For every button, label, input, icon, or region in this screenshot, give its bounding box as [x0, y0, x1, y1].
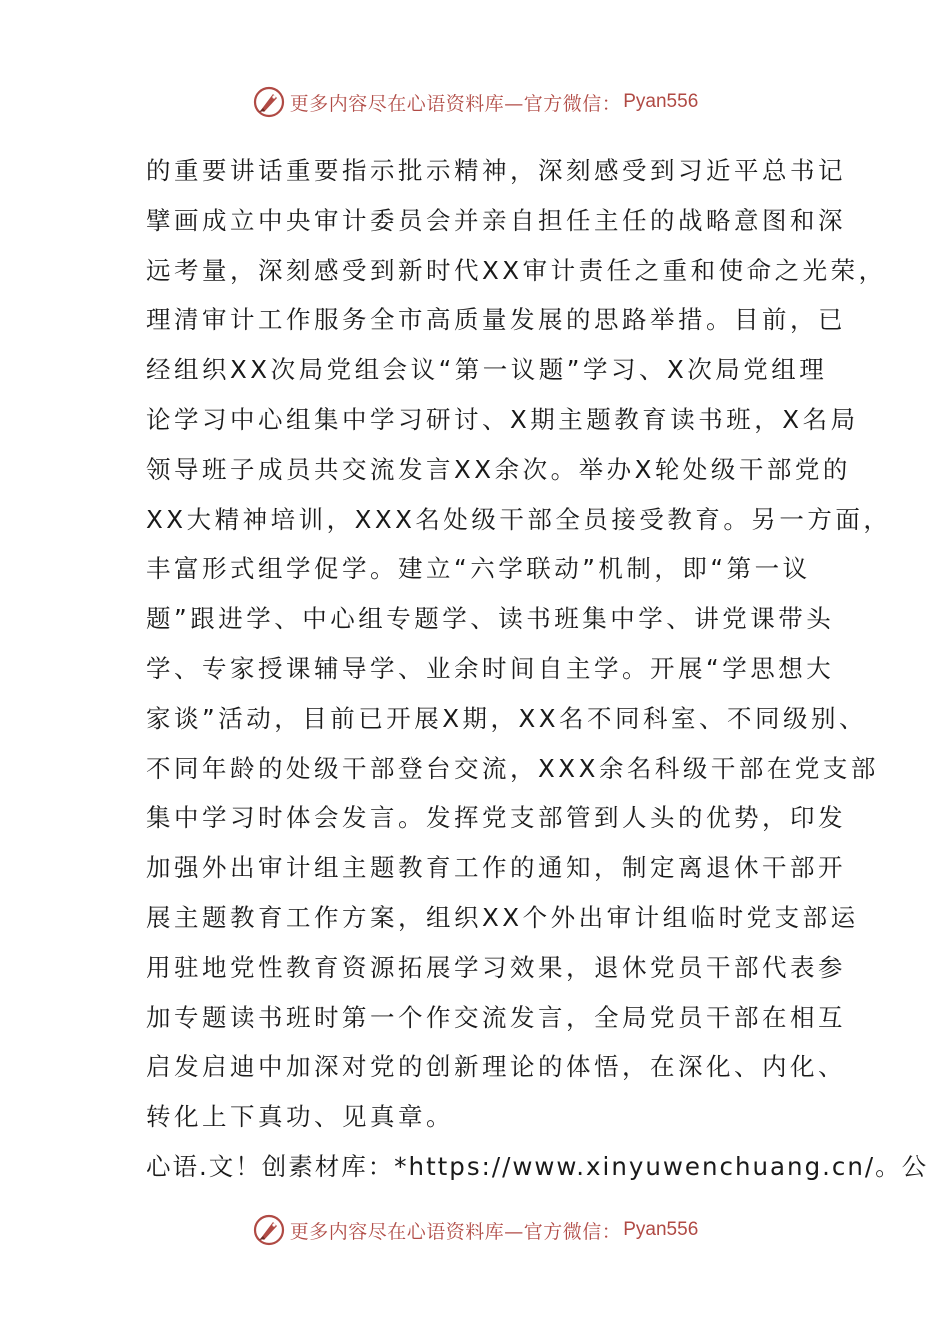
- text-line: 论学习中心组集中学习研讨、X期主题教育读书班，X名局: [146, 404, 859, 434]
- text-line: 题”跟进学、中心组专题学、读书班集中学、讲党课带头: [146, 604, 835, 634]
- text-line: 展主题教育工作方案，组织XX个外出审计组临时党支部运: [146, 902, 859, 932]
- text-line: 启发启迪中加深对党的创新理论的体悟，在深化、内化、: [146, 1052, 846, 1082]
- text-line: 加强外出审计组主题教育工作的通知，制定离退休干部开: [146, 853, 846, 883]
- pen-nib-logo-icon: [252, 1213, 286, 1247]
- document-body: [146, 146, 929, 1192]
- source-link-line: 心语.文！创素材库：*https://www.xinyuwenchuang.cn/。公: [146, 1151, 929, 1181]
- banner-wechat-id: Pyan556: [623, 1219, 699, 1240]
- text-line: 不同年龄的处级干部登台交流，XXX余名科级干部在党支部: [146, 753, 879, 783]
- text-line: 集中学习时体会发言。发挥党支部管到人头的优势，印发: [146, 803, 846, 833]
- text-line: 家谈”活动，目前已开展X期，XX名不同科室、不同级别、: [146, 703, 868, 733]
- text-line: 学、专家授课辅导学、业余时间自主学。开展“学思想大: [146, 653, 835, 683]
- text-line: 转化上下真功、见真章。: [146, 1102, 454, 1132]
- text-line: 加专题读书班时第一个作交流发言，全局党员干部在相互: [146, 1002, 846, 1032]
- text-line: 丰富形式组学促学。建立“六学联动”机制，即“第一议: [146, 554, 811, 584]
- banner-text: 更多内容尽在心语资料库—官方微信：: [289, 92, 622, 115]
- banner-wechat-id: Pyan556: [623, 91, 699, 112]
- text-line: 经组织XX次局党组会议“第一议题”学习、X次局党组理: [146, 355, 828, 385]
- text-line: XX大精神培训，XXX名处级干部全员接受教育。另一方面，: [146, 504, 892, 534]
- header-banner: [0, 82, 950, 122]
- text-line: 领导班子成员共交流发言XX余次。举办X轮处级干部党的: [146, 454, 851, 484]
- text-line: 远考量，深刻感受到新时代XX审计责任之重和使命之光荣，: [146, 255, 887, 285]
- text-line: 擘画成立中央审计委员会并亲自担任主任的战略意图和深: [146, 205, 846, 235]
- pen-nib-logo-icon: [252, 85, 286, 119]
- text-line: 的重要讲话重要指示批示精神，深刻感受到习近平总书记: [146, 156, 846, 185]
- text-line: 理清审计工作服务全市高质量发展的思路举措。目前，已: [146, 305, 846, 335]
- text-line: 用驻地党性教育资源拓展学习效果，退休党员干部代表参: [146, 952, 846, 982]
- banner-text: 更多内容尽在心语资料库—官方微信：: [289, 1220, 622, 1243]
- footer-banner: [0, 1210, 950, 1250]
